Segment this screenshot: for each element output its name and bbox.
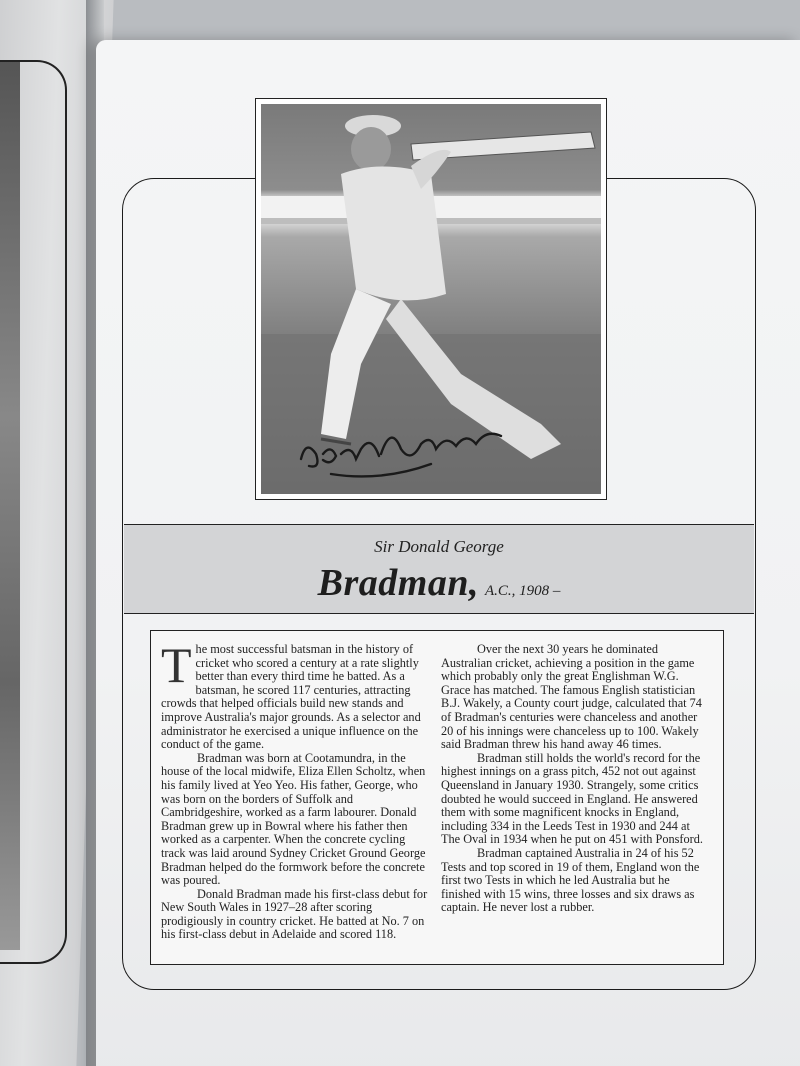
paragraph (161, 637, 431, 752)
left-page-frame (0, 60, 67, 964)
surname: Bradman, (317, 562, 479, 604)
given-names: Sir Donald George (374, 537, 504, 556)
portrait-photo (255, 98, 607, 500)
biography-column-right (441, 643, 711, 915)
biography-column-left (161, 637, 431, 942)
paragraph: Bradman was born at Cootamundra, in the house of the local midwife, Eliza Ellen Scholtz, when his family lived at Yeo Yeo. His father, George, who was born on the borders of Suffolk and Cambridgeshire, worked as a farm labourer. Donald Bradman grew up in Bowral where his father then worked as a carpenter. When the concrete cycling track was laid around Sydney Cricket Ground George Bradman helped do the formwork before the concrete was poured. (161, 750, 426, 888)
title-band (124, 524, 754, 614)
name-line (124, 561, 754, 605)
signature-graphic (261, 104, 601, 494)
biography-text-box (150, 630, 724, 965)
honours-year: A.C., 1908 – (484, 583, 561, 599)
paragraph: Bradman still holds the world's record for the highest innings on a grass pitch, 452 not out against Queensland in January 1930. Strangely, some critics doubted he would succeed in England. He answered them with some magnificent knocks in England, including 334 in the Leeds Test in 1930 and 244 at The Oval in 1934 when he put on 451 with Ponsford. (441, 750, 703, 847)
drop-cap: T (161, 637, 192, 693)
paragraph-text: he most successful batsman in the history of cricket who scored a century at a rate slightly better than every third time he batted. As a batsman, he scored 117 centuries, attracting crowds that helped officials build new stands and improve Australia's major grounds. As a selector and administrator he exercised a unique influence on the conduct of the game. (161, 642, 421, 752)
paragraph: Bradman captained Australia in 24 of his 52 Tests and top scored in 19 of them, England won the first two Tests in which he led Australia but he finished with 15 wins, three losses and six draws as captain. He never lost a rubber. (441, 845, 700, 915)
cricket-batsman-photo (261, 104, 601, 494)
paragraph: Over the next 30 years he dominated Australian cricket, achieving a position in the game which probably only the great Englishman W.G. Grace has matched. The famous English statistician B.J. Wakely, a County court judge, calculated that 74 of Bradman's centuries were chanceless and another 20 of his innings were chanceless up to 100. Wakely said Bradman threw his hand away 46 times. (441, 642, 702, 752)
paragraph: Donald Bradman made his first-class debut for New South Wales in 1927–28 after scoring prodigiously in country cricket. He batted at No. 7 on his first-class debut in Adelaide and scored 118. (161, 886, 428, 942)
